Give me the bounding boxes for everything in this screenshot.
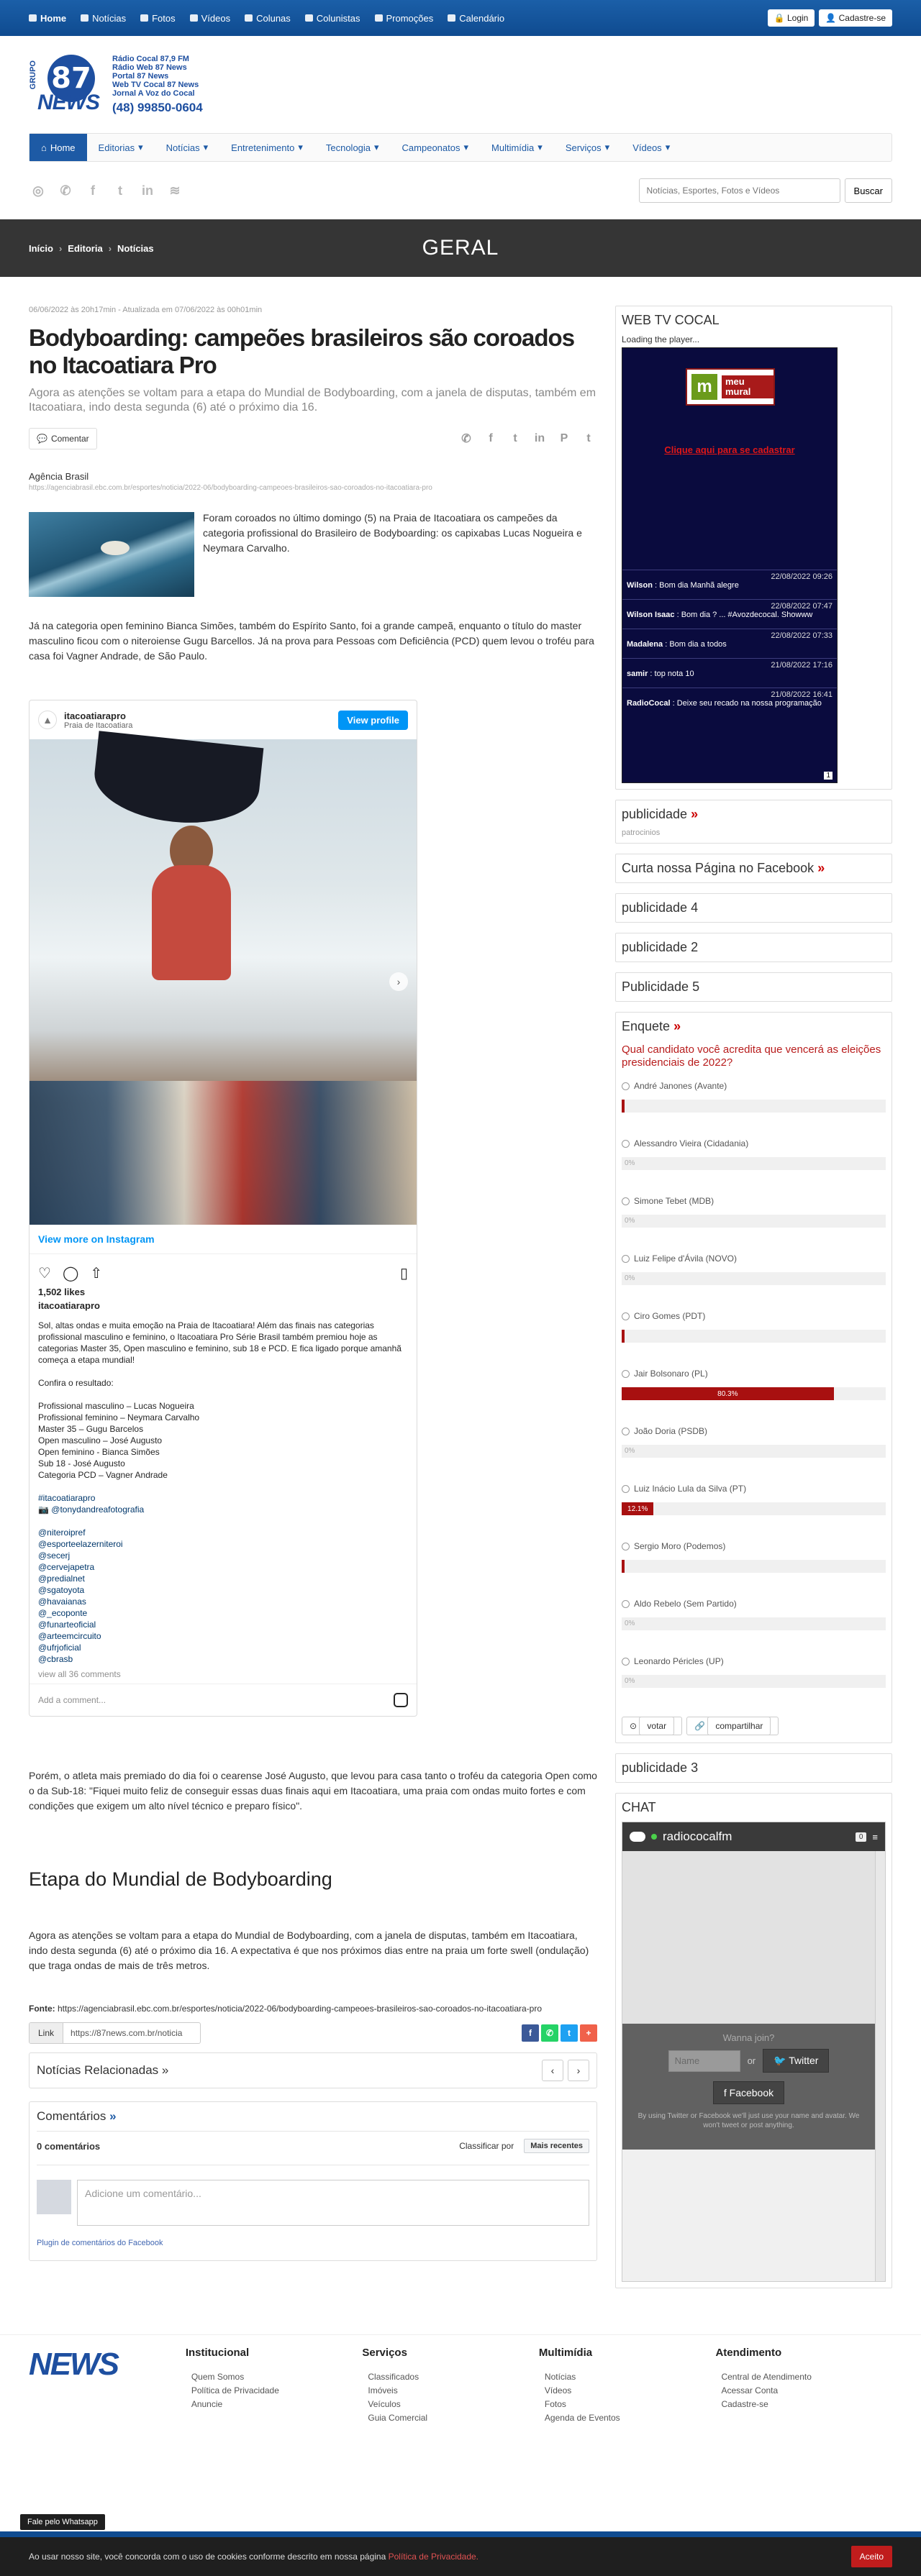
calendar-icon [448, 14, 455, 22]
facebook-share-icon[interactable]: f [522, 2024, 539, 2042]
poll-bar: 0% [622, 1215, 886, 1228]
poll-option[interactable]: André Janones (Avante) [616, 1075, 891, 1133]
radio-icon[interactable] [622, 1082, 630, 1090]
users-icon [305, 14, 313, 22]
caret-down-icon: ▾ [665, 142, 671, 152]
top-nav-promocoes[interactable]: Promoções [375, 13, 434, 24]
linkedin-icon[interactable]: in [534, 432, 545, 444]
article-paragraph: Foram coroados no último domingo (5) na Praia de Itacoatiara os campeões da categoria profissional do Brasileiro de Bodyboarding: os capixabas Lucas Nogueira e Neymara Carvalho. [203, 512, 582, 554]
chat-join: Wanna join? Name or 🐦 Twitter f Facebook By using Twitter or Facebook we'll just use your name and avatar. We won't tweet or post anything. [622, 2024, 875, 2150]
radio-icon[interactable] [622, 1600, 630, 1608]
site-logo[interactable] [29, 53, 203, 117]
instagram-location[interactable]: Praia de Itacoatiara [64, 721, 133, 730]
poll-bar: 0% [622, 1272, 886, 1285]
vote-button[interactable]: ⊙ votar [622, 1717, 682, 1735]
search-button[interactable]: Buscar [845, 178, 892, 203]
poll-option[interactable]: Sergio Moro (Podemos) [616, 1535, 891, 1593]
webtv-player[interactable] [622, 347, 838, 783]
cookie-bar [0, 2537, 921, 2576]
share-icons [458, 430, 597, 447]
poll-bar-fill [622, 1560, 625, 1573]
rss-icon[interactable]: ≋ [169, 183, 181, 198]
poll-bar [622, 1387, 886, 1400]
top-nav-calendario[interactable]: Calendário [448, 13, 504, 24]
facebook-icon[interactable]: f [489, 432, 493, 444]
main-nav-servicos[interactable]: Serviços ▾ [565, 142, 610, 153]
pinterest-icon[interactable]: P [560, 432, 568, 444]
related-news [29, 2052, 597, 2088]
share-icon[interactable]: ⇧ [90, 1266, 103, 1282]
section-title: GERAL [422, 236, 499, 260]
poll-bar-fill: 80.3% [622, 1387, 834, 1400]
article-paragraph: Porém, o atleta mais premiado do dia foi o cearense José Augusto, que levou para casa tanto o troféu da categoria Open como o da Sub-18: "Fiquei muito feliz de conseguir essas duas finais aqui em Itacoatiara, uma praia com ondas muito fortes e com condições que exigem um alto nível técnico e preparo físico". [29, 1770, 597, 1812]
footer-col-institucional: Institucional Quem Somos Política de Privacidade Anuncie [185, 2347, 279, 2409]
site-header [0, 36, 921, 133]
comment-icon: 💬 [37, 434, 47, 444]
search-form [639, 178, 892, 203]
radio-icon[interactable] [622, 1197, 630, 1205]
poll-bar: 0% [622, 1157, 886, 1170]
signup-button[interactable]: 👤 Cadastre-se [819, 9, 892, 27]
instagram-photo[interactable] [30, 739, 417, 1225]
main-nav [0, 133, 921, 162]
poll-question: Qual candidato você acredita que vencerá as eleições presidenciais de 2022? [622, 1043, 881, 1069]
main-nav-home[interactable]: ⌂ Home [30, 134, 87, 161]
breadcrumb: Início › Editoria › Notícias [29, 242, 154, 254]
main-nav-multimidia[interactable]: Multimídia ▾ [491, 142, 543, 153]
radio-icon[interactable] [622, 1543, 630, 1550]
comment-input[interactable]: Adicione um comentário... [77, 2180, 589, 2226]
instagram-icon[interactable]: ◎ [32, 183, 44, 198]
poll-option[interactable]: Aldo Rebelo (Sem Partido) 0% [616, 1593, 891, 1650]
top-nav-fotos[interactable]: Fotos [140, 13, 176, 24]
caret-down-icon: ▾ [374, 142, 379, 152]
article-title: Bodyboarding: campeões brasileiros são coroados no Itacoatiara Pro [29, 324, 575, 378]
next-arrow-icon[interactable]: › [389, 972, 408, 991]
poll-bar: 0% [622, 1617, 886, 1630]
search-input[interactable] [639, 178, 840, 203]
poll-option[interactable]: Jair Bolsonaro (PL) 80.3% [616, 1363, 891, 1420]
privacy-link[interactable]: Política de Privacidade. [388, 2552, 479, 2562]
link-input[interactable]: https://87news.com.br/noticia [71, 2028, 183, 2038]
player-loading: Loading the player... [622, 334, 700, 344]
main-nav-tecnologia[interactable]: Tecnologia ▾ [325, 142, 379, 153]
social-row [0, 162, 921, 219]
online-count: 0 [856, 1832, 867, 1842]
breadcrumb-editoria[interactable]: Editoria [68, 242, 103, 254]
link-label: Link [30, 2023, 63, 2043]
twitter-icon: 🐦 [773, 2055, 786, 2066]
footer-col-multimidia: Multimídia Notícias Vídeos Fotos Agenda de Eventos [538, 2347, 620, 2423]
link-box [29, 2022, 201, 2044]
poll-option[interactable]: Luiz Felipe d'Ávila (NOVO) 0% [616, 1248, 891, 1305]
comment-button[interactable]: 💬 Comentar [29, 428, 97, 449]
caret-down-icon: ▾ [203, 142, 209, 152]
view-all-comments[interactable]: view all 36 comments [38, 1669, 121, 1679]
home-icon: ⌂ [41, 142, 47, 153]
radio-chat-widget [622, 1822, 886, 2282]
radio-icon[interactable] [622, 1428, 630, 1435]
cloud-icon [630, 1832, 645, 1842]
poll-bar [622, 1560, 886, 1573]
nickname-input[interactable]: Name [668, 2050, 740, 2072]
main-nav-editorias[interactable]: Editorias ▾ [98, 142, 143, 153]
poll-bar [622, 1330, 886, 1343]
home-icon [29, 14, 37, 22]
article-paragraph: Já na categoria open feminino Bianca Simões, também do Espírito Santo, foi a grande campeã, enquanto o título do master masculino ficou com o niteroiense Gugu Barcellos. Já na prova para Pessoas com Deficiência (PCD) quem levou o troféu para casa foi Vagner Andrade, de São Paulo. [29, 620, 594, 662]
caret-down-icon: ▾ [463, 142, 469, 152]
publicidade-5-box: Publicidade 5 [615, 972, 892, 1002]
facebook-login-button[interactable]: f Facebook [713, 2081, 784, 2104]
comments-title: Comentários [37, 2109, 106, 2123]
article-paragraph: Agora as atenções se voltam para a etapa do Mundial de Bodyboarding, com a janela de disputas, também em Itacoatiara, indo desta segunda (6) até o próximo dia 16. A expectativa é que nos próximos dias entre na praia um forte swell (ondulação) que traga ondas de mais de três metros. [29, 1929, 589, 1971]
top-bar [0, 0, 921, 36]
twitter-share-icon[interactable]: t [561, 2024, 578, 2042]
caret-down-icon: ▾ [298, 142, 303, 152]
radio-icon[interactable] [622, 1140, 630, 1148]
whatsapp-share-icon[interactable]: ✆ [541, 2024, 558, 2042]
poll-option[interactable]: João Doria (PSDB) 0% [616, 1420, 891, 1478]
comments-count: 0 comentários [37, 2140, 101, 2152]
view-profile-button[interactable]: View profile [338, 711, 408, 730]
instagram-caption-user[interactable]: itacoatiarapro [38, 1300, 100, 1311]
section-banner [0, 219, 921, 277]
poll-option[interactable]: Leonardo Péricles (UP) 0% [616, 1650, 891, 1708]
related-title: Notícias Relacionadas » [37, 2063, 169, 2077]
comment-icon[interactable]: ◯ [62, 1266, 79, 1282]
instagram-logo-icon[interactable] [394, 1693, 408, 1707]
chat-title: CHAT [622, 1800, 656, 1814]
webtv-title: WEB TV COCAL [622, 313, 720, 327]
fb-plugin-label[interactable]: Plugin de comentários do Facebook [37, 2239, 163, 2247]
next-icon[interactable]: › [568, 2060, 589, 2081]
footer-col-servicos: Serviços Classificados Imóveis Veículos Guia Comercial [362, 2347, 428, 2423]
publicidade-3-box: publicidade 3 [615, 1753, 892, 1783]
poll-bar-fill [622, 1100, 625, 1113]
radio-icon[interactable] [622, 1370, 630, 1378]
instagram-caption: Sol, altas ondas e muita emoção na Praia de Itacoatiara! Além das finais nas categorias profissional masculino e feminino, o Itacoatiara Pro Série Brasil também premiou hoje as categorias Master 35, Open masculino e feminino, sub 18 e PCD. E fica ligado porque amanhã começa a etapa mundial! Confira o resultado: Profissional masculino – Lucas Nogueira Profissional feminino – Neymara Carvalho Master 35 – Gugu Barcelos Open masculino – José Augusto Open feminino - Bianca Simões Sub 18 - José Augusto Categoria PCD – Vagner Andrade [38, 1320, 401, 1480]
article-subheading: Etapa do Mundial de Bodyboarding [29, 1868, 332, 1890]
top-nav-colunistas[interactable]: Colunistas [305, 13, 360, 24]
logo-lines: Rádio Cocal 87,9 FM Rádio Web 87 News Portal 87 News Web TV Cocal 87 News Jornal A Voz do Cocal [112, 54, 199, 98]
cookie-text: Ao usar nosso site, você concorda com o uso de cookies conforme descrito em nossa página Política de Privacidade. [29, 2552, 479, 2562]
poll-option[interactable]: Alessandro Vieira (Cidadania) 0% [616, 1133, 891, 1190]
register-link[interactable]: Clique aqui para se cadastrar [664, 444, 795, 455]
login-button[interactable]: 🔒 Login [768, 9, 815, 27]
article-meta: 06/06/2022 às 20h17min - Atualizada em 07/06/2022 às 00h01min [29, 306, 263, 314]
caret-down-icon: ▾ [537, 142, 543, 152]
main-nav-noticias[interactable]: Notícias ▾ [165, 142, 209, 153]
view-more-link[interactable]: View more on Instagram [30, 1225, 417, 1254]
main-nav-campeonatos[interactable]: Campeonatos ▾ [401, 142, 469, 153]
whatsapp-button[interactable]: Fale pelo Whatsapp [20, 2514, 105, 2530]
poll-bar: 0% [622, 1445, 886, 1458]
footer-col-atendimento: Atendimento Central de Atendimento Acessar Conta Cadastre-se [715, 2347, 812, 2409]
top-nav-videos[interactable]: Vídeos [190, 13, 230, 24]
footer-logo[interactable]: NEWS [29, 2347, 118, 2382]
facebook-icon[interactable]: f [91, 183, 95, 198]
source-name: Agência Brasil [29, 471, 89, 482]
poll-box: Enquete » Qual candidato você acredita que vencerá as eleições presidenciais de 2022? André Janones (Avante) Alessandro Vieira (Cidadania) 0% Simone Tebet (MDB) 0% Luiz Felipe d'Ávila (NOVO) 0% Ciro Gomes (PDT) Jair Bolsonaro (PL) 80.3% João Doria (PSDB) 0% Luiz Inácio Lula da Silva (PT) 12.1% Sergio Moro (Podemos) Aldo Rebelo (Sem Partido) 0% Leonardo Péricles (UP) 0% ⊙ votar 🔗 compartilhar [615, 1012, 892, 1743]
poll-options [616, 1075, 891, 1708]
caret-down-icon: ▾ [138, 142, 143, 152]
menu-icon[interactable]: ≡ [872, 1831, 878, 1842]
sidebar [615, 306, 892, 2298]
poll-option[interactable]: Ciro Gomes (PDT) [616, 1305, 891, 1363]
camera-icon [140, 14, 148, 22]
radio-name: radiococalfm [663, 1830, 732, 1843]
poll-bar-fill [622, 1330, 625, 1343]
caret-down-icon: ▾ [604, 142, 610, 152]
poll-title: Enquete [622, 1019, 671, 1033]
main-nav-entretenimento[interactable]: Entretenimento ▾ [231, 142, 303, 153]
top-nav [29, 13, 504, 24]
publicidade-box: publicidade » patrocinios [615, 800, 892, 844]
article-lead: Agora as atenções se voltam para a etapa do Mundial de Bodyboarding, com a janela de disputas, também em Itacoatiara, indo desta segunda (6) até o próximo dia 16. [29, 387, 596, 414]
mural-chat: 22/08/2022 09:26 Wilson : Bom dia Manhã alegre 22/08/2022 07:47 Wilson Isaac : Bom dia ? ... #Avozdecocal. Showww 22/08/2022 07:33 Madalena : Bom dia a todos 21/08/2022 17:16 samir : top nota 10 21/08/2022 16:41 RadioCocal : Deixe seu recado na nossa programação [622, 570, 837, 710]
article [29, 306, 597, 2298]
twitter-icon[interactable]: t [513, 432, 517, 444]
whatsapp-icon[interactable]: ✆ [60, 183, 71, 198]
top-nav-noticias[interactable]: Notícias [81, 13, 126, 24]
webtv-box [615, 306, 892, 790]
breadcrumb-noticias[interactable]: Notícias [117, 242, 154, 254]
comments-box: Comentários » 0 comentários Classificar por Mais recentes Adicione um comentário... Plugin de comentários do Facebook [29, 2101, 597, 2261]
avatar [37, 2180, 71, 2214]
scrollbar[interactable] [875, 1851, 885, 2281]
breadcrumb-inicio[interactable]: Início [29, 242, 53, 254]
chat-box [615, 1793, 892, 2288]
source-url[interactable]: https://agenciabrasil.ebc.com.br/esportes/noticia/2022-06/bodyboarding-campeoes-brasileiros-sao-coroados-no-itacoatiara-pro [29, 484, 432, 492]
newspaper-icon [81, 14, 89, 22]
logo-info [112, 55, 203, 115]
radio-icon[interactable] [622, 1312, 630, 1320]
chat-messages [622, 1851, 875, 2024]
chat-disclaimer: By using Twitter or Facebook we'll just use your name and avatar. We won't tweet or post anything. [638, 2112, 860, 2129]
radio-icon[interactable] [622, 1485, 630, 1493]
heart-icon[interactable]: ♡ [38, 1266, 51, 1282]
instagram-embed [29, 700, 417, 1717]
top-nav-colunas[interactable]: Colunas [245, 13, 291, 24]
facebook-icon: f [723, 2087, 727, 2098]
instagram-tags: #itacoatiarapro 📷 @tonydandreafotografia @niteroipref @esporteelazerniteroi @secerj @cervejapetra @predialnet @sgatoyota @havaianas @_ecoponte @funarteoficial @arteemcircuito @ufrjoficial @cbrasb [38, 1493, 145, 1664]
main-nav-videos[interactable]: Vídeos ▾ [632, 142, 671, 153]
article-image[interactable] [29, 512, 194, 597]
meu-mural-logo: m meu mural [686, 368, 775, 406]
whatsapp-icon[interactable]: ✆ [461, 433, 471, 445]
facebook-box: Curta nossa Página no Facebook » [615, 854, 892, 883]
accept-cookies-button[interactable]: Aceito [851, 2546, 892, 2567]
logo-mark: GRUPO 87 NEWS [29, 53, 108, 117]
plus-share-icon[interactable]: + [580, 2024, 597, 2042]
publicidade-4-box: publicidade 4 [615, 893, 892, 923]
prev-icon[interactable]: ‹ [542, 2060, 563, 2081]
tumblr-icon[interactable]: t [586, 432, 591, 444]
top-nav-home[interactable]: Home [29, 13, 66, 24]
online-icon [651, 1834, 657, 1840]
poll-bar [622, 1100, 886, 1113]
play-icon [190, 14, 198, 22]
instagram-avatar[interactable]: ▲ [38, 711, 57, 729]
radio-icon[interactable] [622, 1658, 630, 1666]
article-fonte: Fonte: https://agenciabrasil.ebc.com.br/esportes/noticia/2022-06/bodyboarding-campeoes-brasileiros-sao-coroados-no-itacoatiara-pro [29, 2004, 543, 2014]
poll-option[interactable]: Simone Tebet (MDB) 0% [616, 1190, 891, 1248]
add-comment-input[interactable]: Add a comment... [38, 1695, 106, 1705]
instagram-username[interactable]: itacoatiarapro [64, 710, 126, 721]
logo-phone: (48) 99850-0604 [112, 100, 203, 114]
bookmark-icon[interactable]: ▯ [399, 1266, 408, 1282]
poll-option[interactable]: Luiz Inácio Lula da Silva (PT) 12.1% [616, 1478, 891, 1535]
list-icon [245, 14, 253, 22]
footer [0, 2334, 921, 2471]
linkedin-icon[interactable]: in [142, 183, 153, 198]
poll-bar-fill: 12.1% [622, 1502, 653, 1515]
sort-label: Classificar por [459, 2141, 514, 2151]
share-poll-button[interactable]: 🔗 compartilhar [686, 1717, 779, 1735]
sort-select[interactable]: Mais recentes [524, 2139, 589, 2153]
share-buttons [522, 2024, 597, 2042]
poll-bar: 0% [622, 1675, 886, 1688]
poll-bar [622, 1502, 886, 1515]
publicidade-2-box: publicidade 2 [615, 933, 892, 962]
player-page[interactable]: 1 [824, 772, 832, 780]
publicidade-sub: patrocinios [622, 828, 661, 837]
instagram-likes: 1,502 likes [38, 1287, 86, 1297]
twitter-icon[interactable]: t [118, 183, 122, 198]
radio-icon[interactable] [622, 1255, 630, 1263]
twitter-login-button[interactable]: 🐦 Twitter [763, 2049, 829, 2073]
gift-icon [375, 14, 383, 22]
